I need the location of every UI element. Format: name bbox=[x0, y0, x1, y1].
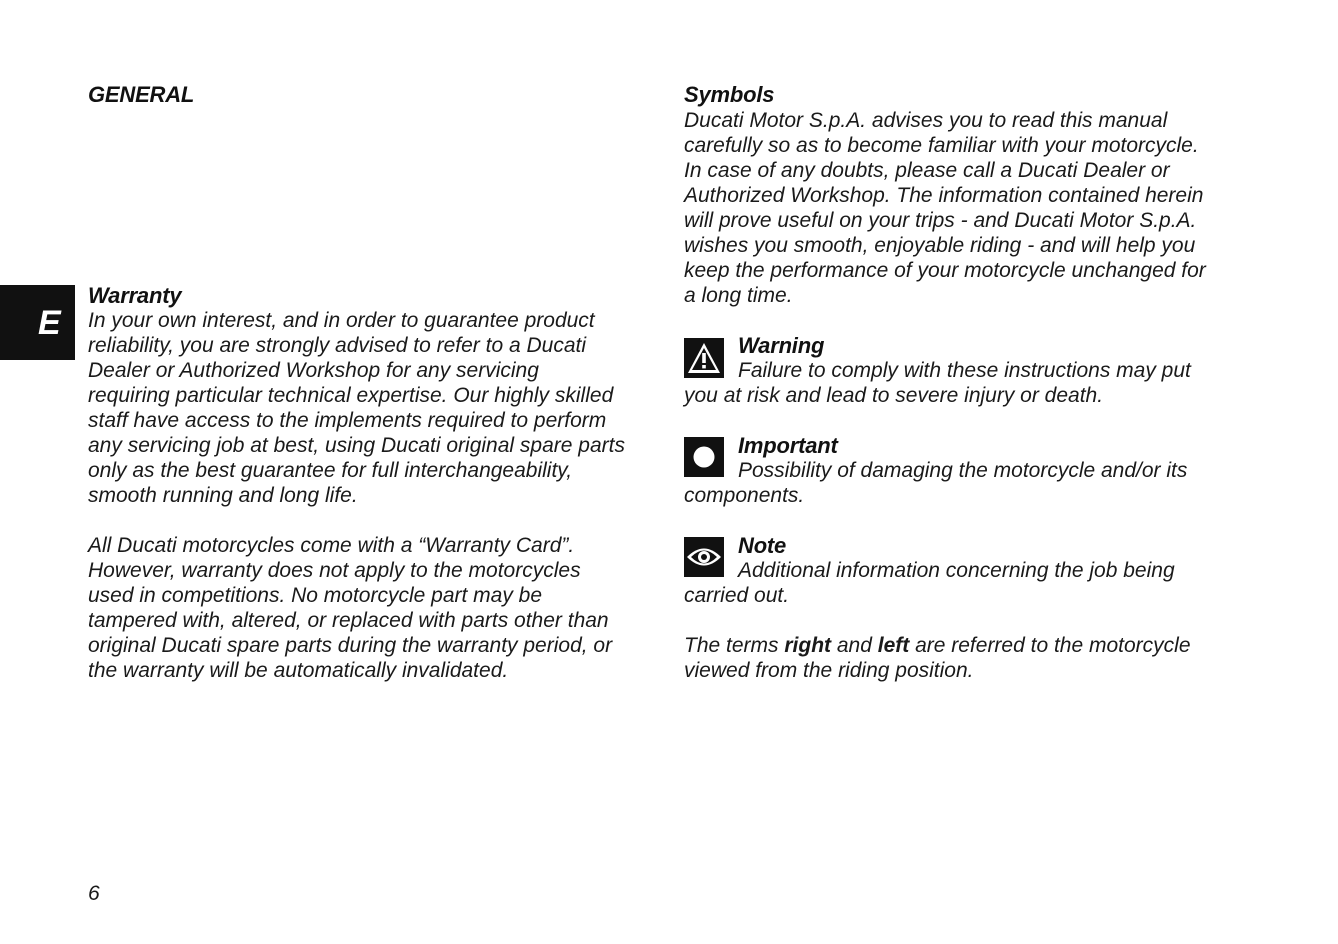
warranty-paragraph-1 bbox=[88, 308, 625, 508]
note-text bbox=[684, 558, 1175, 608]
terms-text-part: and bbox=[831, 634, 878, 657]
text-line: wishes you smooth, enjoyable riding - and will help you bbox=[684, 234, 1196, 257]
text-line: staff have access to the implements required to perform bbox=[88, 409, 607, 432]
text-line: tampered with, altered, or replaced with parts other than bbox=[88, 609, 609, 632]
text-line: In your own interest, and in order to guarantee product bbox=[88, 309, 595, 332]
terms-text-part: are referred to the motorcycle bbox=[909, 634, 1191, 657]
text-line: only as the best guarantee for full interchangeability, bbox=[88, 459, 573, 482]
text-line: reliability, you are strongly advised to refer to a Ducati bbox=[88, 334, 587, 357]
text-line: you at risk and lead to severe injury or death. bbox=[684, 384, 1104, 407]
term-right: right bbox=[784, 634, 832, 657]
text-line: any servicing job at best, using Ducati original spare parts bbox=[88, 434, 625, 457]
section-title: GENERAL bbox=[88, 82, 195, 107]
symbols-intro bbox=[684, 108, 1206, 308]
page-number: 6 bbox=[88, 882, 100, 905]
text-line: carried out. bbox=[684, 584, 790, 607]
text-line: However, warranty does not apply to the motorcycles bbox=[88, 559, 581, 582]
warranty-title: Warranty bbox=[88, 283, 182, 308]
text-line: Additional information concerning the job being bbox=[738, 559, 1175, 582]
text-line: a long time. bbox=[684, 284, 793, 307]
text-line bbox=[684, 633, 1191, 658]
text-line: original Ducati spare parts during the warranty period, or bbox=[88, 634, 613, 657]
side-tab bbox=[0, 285, 75, 360]
warranty-paragraph-2 bbox=[88, 533, 612, 683]
text-line: Possibility of damaging the motorcycle and/or its bbox=[738, 459, 1188, 482]
text-line: smooth running and long life. bbox=[88, 484, 358, 507]
terms-text bbox=[684, 633, 1191, 683]
important-text bbox=[684, 458, 1187, 508]
text-line: Dealer or Authorized Workshop for any servicing bbox=[88, 359, 539, 382]
text-line: All Ducati motorcycles come with a “Warranty Card”. bbox=[88, 534, 575, 557]
important-title: Important bbox=[738, 433, 838, 458]
text-line: keep the performance of your motorcycle unchanged for bbox=[684, 259, 1206, 282]
text-line: will prove useful on your trips - and Ducati Motor S.p.A. bbox=[684, 209, 1197, 232]
symbols-title: Symbols bbox=[684, 82, 775, 107]
text-line: requiring particular technical expertise. Our highly skilled bbox=[88, 384, 614, 407]
side-tab-label: E bbox=[38, 304, 61, 342]
text-line: Authorized Workshop. The information contained herein bbox=[684, 184, 1204, 207]
warning-text bbox=[684, 358, 1191, 408]
text-line: Failure to comply with these instructions may put bbox=[738, 359, 1191, 382]
term-left: left bbox=[877, 634, 910, 657]
text-line: In case of any doubts, please call a Ducati Dealer or bbox=[684, 159, 1170, 182]
text-line: Ducati Motor S.p.A. advises you to read this manual bbox=[684, 109, 1168, 132]
text-line: components. bbox=[684, 484, 805, 507]
text-line: used in competitions. No motorcycle part may be bbox=[88, 584, 543, 607]
text-line: viewed from the riding position. bbox=[684, 659, 974, 682]
terms-text-part: The terms bbox=[684, 634, 785, 657]
warning-title: Warning bbox=[738, 333, 825, 358]
note-title: Note bbox=[738, 533, 787, 558]
text-line: carefully so as to become familiar with your motorcycle. bbox=[684, 134, 1199, 157]
text-line: the warranty will be automatically invalidated. bbox=[88, 659, 509, 682]
